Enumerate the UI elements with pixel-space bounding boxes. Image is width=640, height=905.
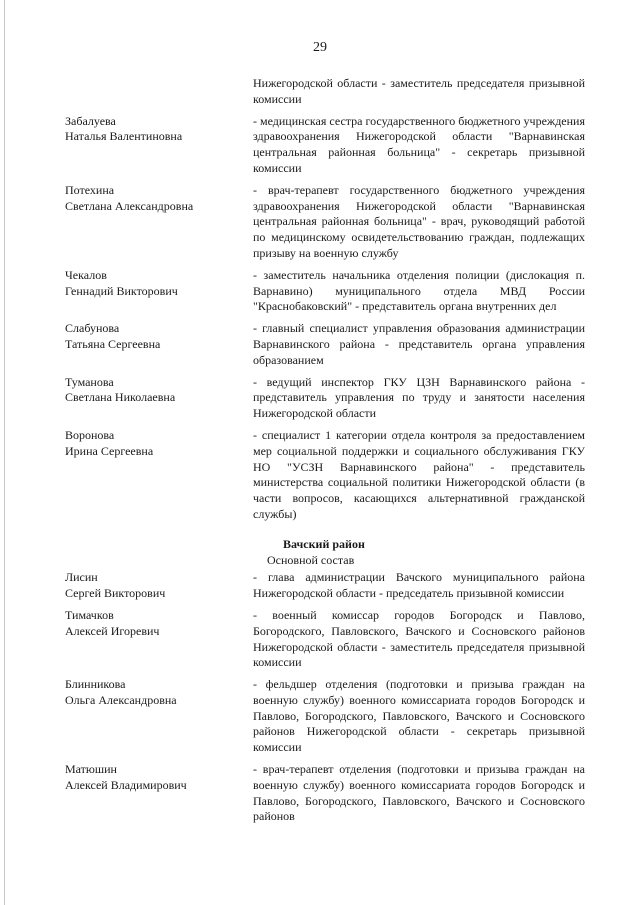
member-surname: Туманова (65, 374, 114, 389)
member-name (65, 114, 253, 177)
page-edge (4, 0, 5, 905)
member-name (65, 570, 253, 602)
member-row (65, 114, 585, 177)
member-surname: Забалуева (65, 113, 116, 128)
member-given-names: Алексей Владимирович (65, 777, 187, 792)
member-position: - глава администрации Вачского муниципального района Нижегородской области - председатель призывной комиссии (253, 570, 585, 601)
member-given-names: Ольга Александровна (65, 692, 177, 707)
member-given-names: Геннадий Викторович (65, 283, 178, 298)
member-name (65, 375, 253, 422)
member-row (65, 428, 585, 523)
member-surname: Слабунова (65, 321, 120, 336)
member-surname: Воронова (65, 427, 115, 442)
member-row (65, 183, 585, 262)
member-name (65, 268, 253, 315)
member-name (65, 762, 253, 825)
member-surname: Потехина (65, 182, 115, 197)
member-row (65, 268, 585, 315)
member-list-part2 (65, 570, 585, 825)
member-name (65, 321, 253, 368)
member-position: - главный специалист управления образования администрации Варнавинского района - представитель органа управления образованием (253, 321, 585, 367)
member-position: - заместитель начальника отделения полиции (дислокация п. Варнавино) муниципального отдела МВД России "Краснобаковский" - представитель органа внутренних дел (253, 267, 585, 314)
member-name (65, 677, 253, 756)
member-row (65, 762, 585, 825)
member-position: - ведущий инспектор ГКУ ЦЗН Варнавинского района - представитель управления по труду и занятости населения Нижегородской области (253, 374, 585, 421)
member-given-names: Светлана Николаевна (65, 390, 176, 405)
member-position: - медицинская сестра государственного бюджетного учреждения здравоохранения Нижегородской области "Варнавинская центральная районная больница" - секретарь призывной комиссии (253, 113, 585, 175)
member-given-names: Татьяна Сергеевна (65, 336, 161, 351)
member-name (65, 428, 253, 523)
section-heading: Вачский район (283, 536, 365, 551)
member-surname: Блинникова (65, 677, 126, 692)
member-given-names: Сергей Викторович (65, 586, 166, 601)
member-position: - врач-терапевт отделения (подготовки и призыва граждан на военную службу) военного комиссариата городов Богородск и Павлово, Богородского, Павловского, Вачского и Сосновского районов (253, 762, 585, 824)
member-position: - фельдшер отделения (подготовки и призыва граждан на военную службу) военного комиссариата городов Богородск и Павлово, Богородского, Павловского, Вачского и Сосновского районов Нижегородской области - секретарь призывной комиссии (253, 677, 585, 755)
member-row (65, 570, 585, 602)
member-position: - специалист 1 категории отдела контроля за предоставлением мер социальной поддержки и социального обслуживания ГКУ НО "УСЗН Варнавинского района" - представитель министерства социальной политики Нижегородской области (в части вопросов, касающихся альтернативной гражданской службы) (253, 427, 585, 521)
member-given-names: Алексей Игоревич (65, 623, 160, 638)
member-list-part1 (65, 114, 585, 523)
member-surname: Лисин (65, 570, 98, 585)
member-surname: Матюшин (65, 762, 117, 777)
member-row (65, 375, 585, 422)
member-name (65, 608, 253, 671)
continuation-row (65, 76, 585, 108)
member-surname: Тимачков (65, 607, 114, 622)
member-row (65, 321, 585, 368)
continuation-text: Нижегородской области - заместитель председателя призывной комиссии (253, 76, 585, 106)
member-row (65, 677, 585, 756)
page-number: 29 (313, 40, 327, 55)
member-surname: Чекалов (65, 267, 107, 282)
member-name (65, 183, 253, 262)
member-position: - военный комиссар городов Богородск и Павлово, Богородского, Павловского, Вачского и Сосновского районов Нижегородской области - заместитель председателя призывной комиссии (253, 607, 585, 670)
member-given-names: Светлана Александровна (65, 198, 194, 213)
section-subheading: Основной состав (267, 552, 355, 567)
member-given-names: Ирина Сергеевна (65, 443, 154, 458)
document-body (65, 76, 585, 831)
member-position: - врач-терапевт государственного бюджетного учреждения здравоохранения Нижегородской области "Варнавинская центральная районная больница" - врач, руководящий работой по медицинскому освидетельствованию граждан, подлежащих призыву на военную службу (253, 182, 585, 260)
member-given-names: Наталья Валентиновна (65, 129, 183, 144)
member-row (65, 608, 585, 671)
